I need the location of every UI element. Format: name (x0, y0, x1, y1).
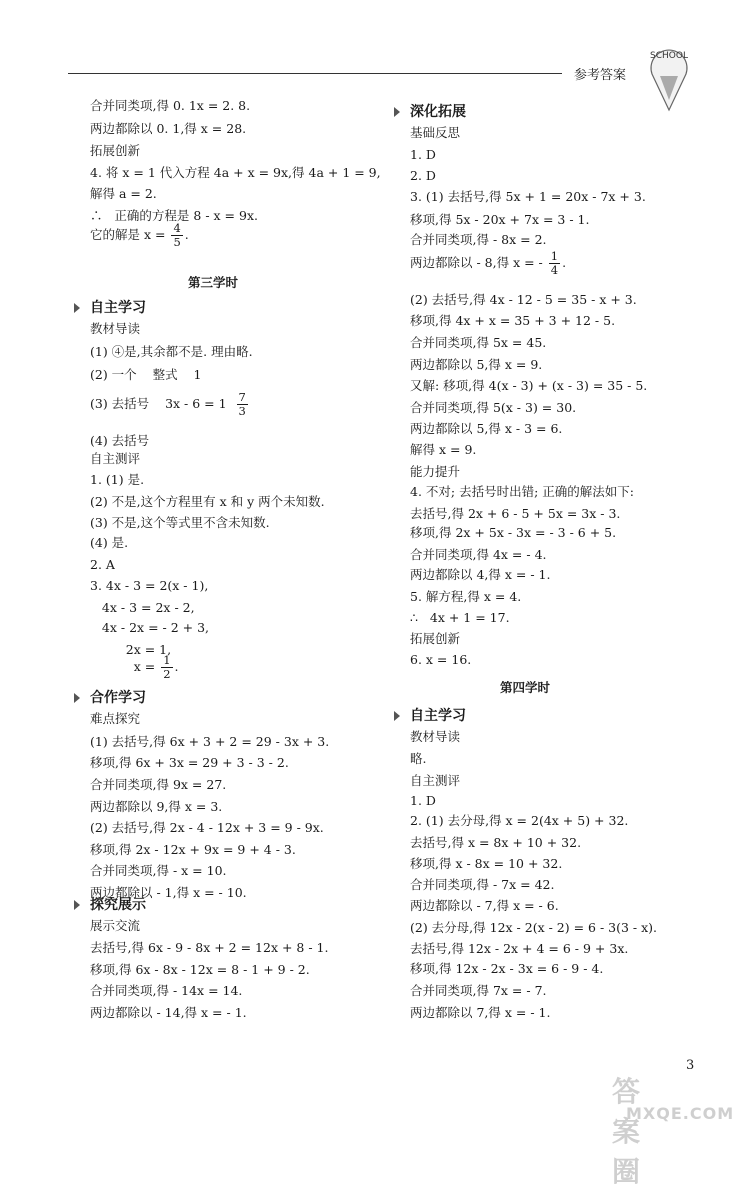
section-heading: 自主学习 (410, 708, 466, 724)
fraction-denominator: 2 (163, 667, 171, 681)
answer-line: 移项,得 6x + 3x = 29 + 3 - 3 - 2. (90, 755, 289, 770)
answer-line: 4. 将 x = 1 代入方程 4a + x = 9x,得 4a + 1 = 9, (90, 165, 381, 180)
answer-line: (1) 去括号,得 6x + 3 + 2 = 29 - 3x + 3. (90, 734, 330, 749)
section-marker-icon (74, 303, 80, 313)
answer-line: ∴ 4x + 1 = 17. (410, 610, 510, 625)
answer-line-fraction (410, 250, 566, 277)
answer-line: (2) 去括号,得 2x - 4 - 12x + 3 = 9 - 9x. (90, 820, 324, 835)
answer-line: 4x - 3 = 2x - 2, (90, 600, 195, 615)
answer-line: 去括号,得 2x + 6 - 5 + 5x = 3x - 3. (410, 506, 621, 521)
answer-line: 移项,得 2x + 5x - 3x = - 3 - 6 + 5. (410, 525, 617, 540)
answer-line: 合并同类项,得 - 8x = 2. (410, 232, 547, 247)
answer-line: 去括号,得 6x - 9 - 8x + 2 = 12x + 8 - 1. (90, 940, 329, 955)
section-marker-icon (394, 711, 400, 721)
fraction-numerator: 1 (163, 653, 171, 667)
answer-line: 解得 a = 2. (90, 186, 157, 201)
subsection-label: 能力提升 (410, 464, 461, 479)
answer-line: 2. D (410, 168, 436, 183)
answer-line: 1. D (410, 147, 436, 162)
answer-line: 3. (1) 去括号,得 5x + 1 = 20x - 7x + 3. (410, 189, 646, 204)
answer-line: 移项,得 6x - 8x - 12x = 8 - 1 + 9 - 2. (90, 962, 310, 977)
answer-line: 两边都除以 - 7,得 x = - 6. (410, 898, 559, 913)
answer-line-fraction (90, 654, 179, 681)
fraction (237, 391, 248, 418)
answer-line: 2x = 1, (90, 642, 172, 657)
header-rule (68, 73, 562, 74)
page-number: 3 (686, 1058, 695, 1073)
answer-line: (1) ④是,其余都不是. 理由略. (90, 344, 253, 359)
answer-line: (2) 一个 整式 1 (90, 367, 202, 382)
answer-line: 去括号,得 12x - 2x + 4 = 6 - 9 + 3x. (410, 941, 629, 956)
answer-line: 两边都除以 - 1,得 x = - 10. (90, 885, 247, 900)
fraction-numerator: 7 (238, 390, 246, 404)
answer-line: 4. 不对; 去括号时出错; 正确的解法如下: (410, 484, 634, 499)
fraction-prefix: 两边都除以 - 8,得 x = - (410, 255, 547, 270)
answer-line: 合并同类项,得 - 14x = 14. (90, 983, 243, 998)
school-logo (638, 40, 700, 112)
answer-line: (2) 去括号,得 4x - 12 - 5 = 35 - x + 3. (410, 292, 637, 307)
answer-line: 移项,得 x - 8x = 10 + 32. (410, 856, 563, 871)
subsection-label: 拓展创新 (410, 631, 461, 646)
answer-line: 解得 x = 9. (410, 442, 477, 457)
answer-line-fraction (90, 391, 250, 418)
section-marker-icon (74, 693, 80, 703)
fraction (549, 250, 560, 277)
answer-line: 合并同类项,得 - x = 10. (90, 863, 227, 878)
answer-line: 两边都除以 5,得 x = 9. (410, 357, 543, 372)
answer-line: (3) 不是,这个等式里不含未知数. (90, 515, 270, 530)
fraction-prefix: (3) 去括号 3x - 6 = 1 (90, 396, 235, 411)
answer-line: (2) 不是,这个方程里有 x 和 y 两个未知数. (90, 494, 325, 509)
answer-line: 去括号,得 x = 8x + 10 + 32. (410, 835, 582, 850)
section-heading: 合作学习 (90, 690, 146, 706)
header-title: 参考答案 (574, 68, 627, 83)
fraction-denominator: 5 (173, 235, 181, 249)
watermark-main: 答案圈 (612, 1075, 643, 1188)
subsection-label: 自主测评 (90, 451, 141, 466)
section-heading: 自主学习 (90, 300, 146, 316)
answer-line: 合并同类项,得 5x = 45. (410, 335, 547, 350)
answer-line: 4x - 2x = - 2 + 3, (90, 620, 210, 635)
fraction (171, 222, 182, 249)
section-marker-icon (394, 107, 400, 117)
answer-line: 移项,得 2x - 12x + 9x = 9 + 4 - 3. (90, 842, 296, 857)
answer-line: 2. (1) 去分母,得 x = 2(4x + 5) + 32. (410, 813, 629, 828)
answer-line: 又解: 移项,得 4(x - 3) + (x - 3) = 35 - 5. (410, 378, 648, 393)
answer-line: 两边都除以 4,得 x = - 1. (410, 567, 551, 582)
answer-line: 两边都除以 9,得 x = 3. (90, 799, 223, 814)
answer-line: (2) 去分母,得 12x - 2(x - 2) = 6 - 3(3 - x). (410, 920, 658, 935)
answer-line: 合并同类项,得 5(x - 3) = 30. (410, 400, 577, 415)
answer-line: 合并同类项,得 9x = 27. (90, 777, 227, 792)
answer-line: 1. (1) 是. (90, 472, 145, 487)
answer-line: 两边都除以 7,得 x = - 1. (410, 1005, 551, 1020)
subsection-label: 教材导读 (410, 729, 461, 744)
fraction-suffix: . (184, 227, 189, 242)
section-marker-icon (74, 900, 80, 910)
answer-line: (4) 是. (90, 535, 129, 550)
answer-line: 移项,得 4x + x = 35 + 3 + 12 - 5. (410, 313, 616, 328)
answer-line: (4) 去括号 (90, 433, 150, 448)
answer-line: 移项,得 12x - 2x - 3x = 6 - 9 - 4. (410, 961, 604, 976)
lesson-heading: 第四学时 (500, 680, 551, 695)
answer-line: 移项,得 5x - 20x + 7x = 3 - 1. (410, 212, 590, 227)
watermark-url: MXQE.COM (626, 1104, 735, 1123)
fraction-numerator: 1 (550, 249, 559, 263)
subsection-label: 展示交流 (90, 918, 141, 933)
answer-line: 两边都除以 5,得 x - 3 = 6. (410, 421, 563, 436)
fraction-suffix: . (562, 255, 567, 270)
subsection-label: 基础反思 (410, 125, 461, 140)
subsection-label: 自主测评 (410, 773, 461, 788)
answer-line: 略. (410, 751, 427, 766)
answer-line: 3. 4x - 3 = 2(x - 1), (90, 578, 209, 593)
subsection-label: 难点探究 (90, 711, 141, 726)
answer-line: 合并同类项,得 0. 1x = 2. 8. (90, 98, 251, 113)
fraction-denominator: 4 (550, 263, 559, 277)
section-heading: 深化拓展 (410, 104, 466, 120)
answer-line: ∴ 正确的方程是 8 - x = 9x. (90, 208, 258, 223)
answer-line: 合并同类项,得 - 7x = 42. (410, 877, 555, 892)
fraction (161, 654, 172, 681)
answer-line: 合并同类项,得 4x = - 4. (410, 547, 547, 562)
fraction-denominator: 3 (238, 404, 246, 418)
fraction-prefix: x = (90, 659, 160, 674)
answer-line: 2. A (90, 557, 115, 572)
fraction-prefix: 它的解是 x = (90, 227, 170, 242)
lesson-heading: 第三学时 (188, 275, 239, 290)
answer-line-fraction (90, 222, 189, 249)
answer-line: 6. x = 16. (410, 652, 472, 667)
answer-line: 5. 解方程,得 x = 4. (410, 589, 522, 604)
answer-line: 1. D (410, 793, 436, 808)
subsection-label: 教材导读 (90, 321, 141, 336)
fraction-numerator: 4 (173, 221, 181, 235)
answer-line: 两边都除以 - 14,得 x = - 1. (90, 1005, 247, 1020)
logo-text: SCHOOL (650, 51, 688, 61)
answer-line: 两边都除以 0. 1,得 x = 28. (90, 121, 247, 136)
fraction-suffix: . (174, 659, 179, 674)
subsection-label: 拓展创新 (90, 143, 141, 158)
answer-line: 合并同类项,得 7x = - 7. (410, 983, 547, 998)
section-heading: 探究展示 (90, 897, 146, 913)
